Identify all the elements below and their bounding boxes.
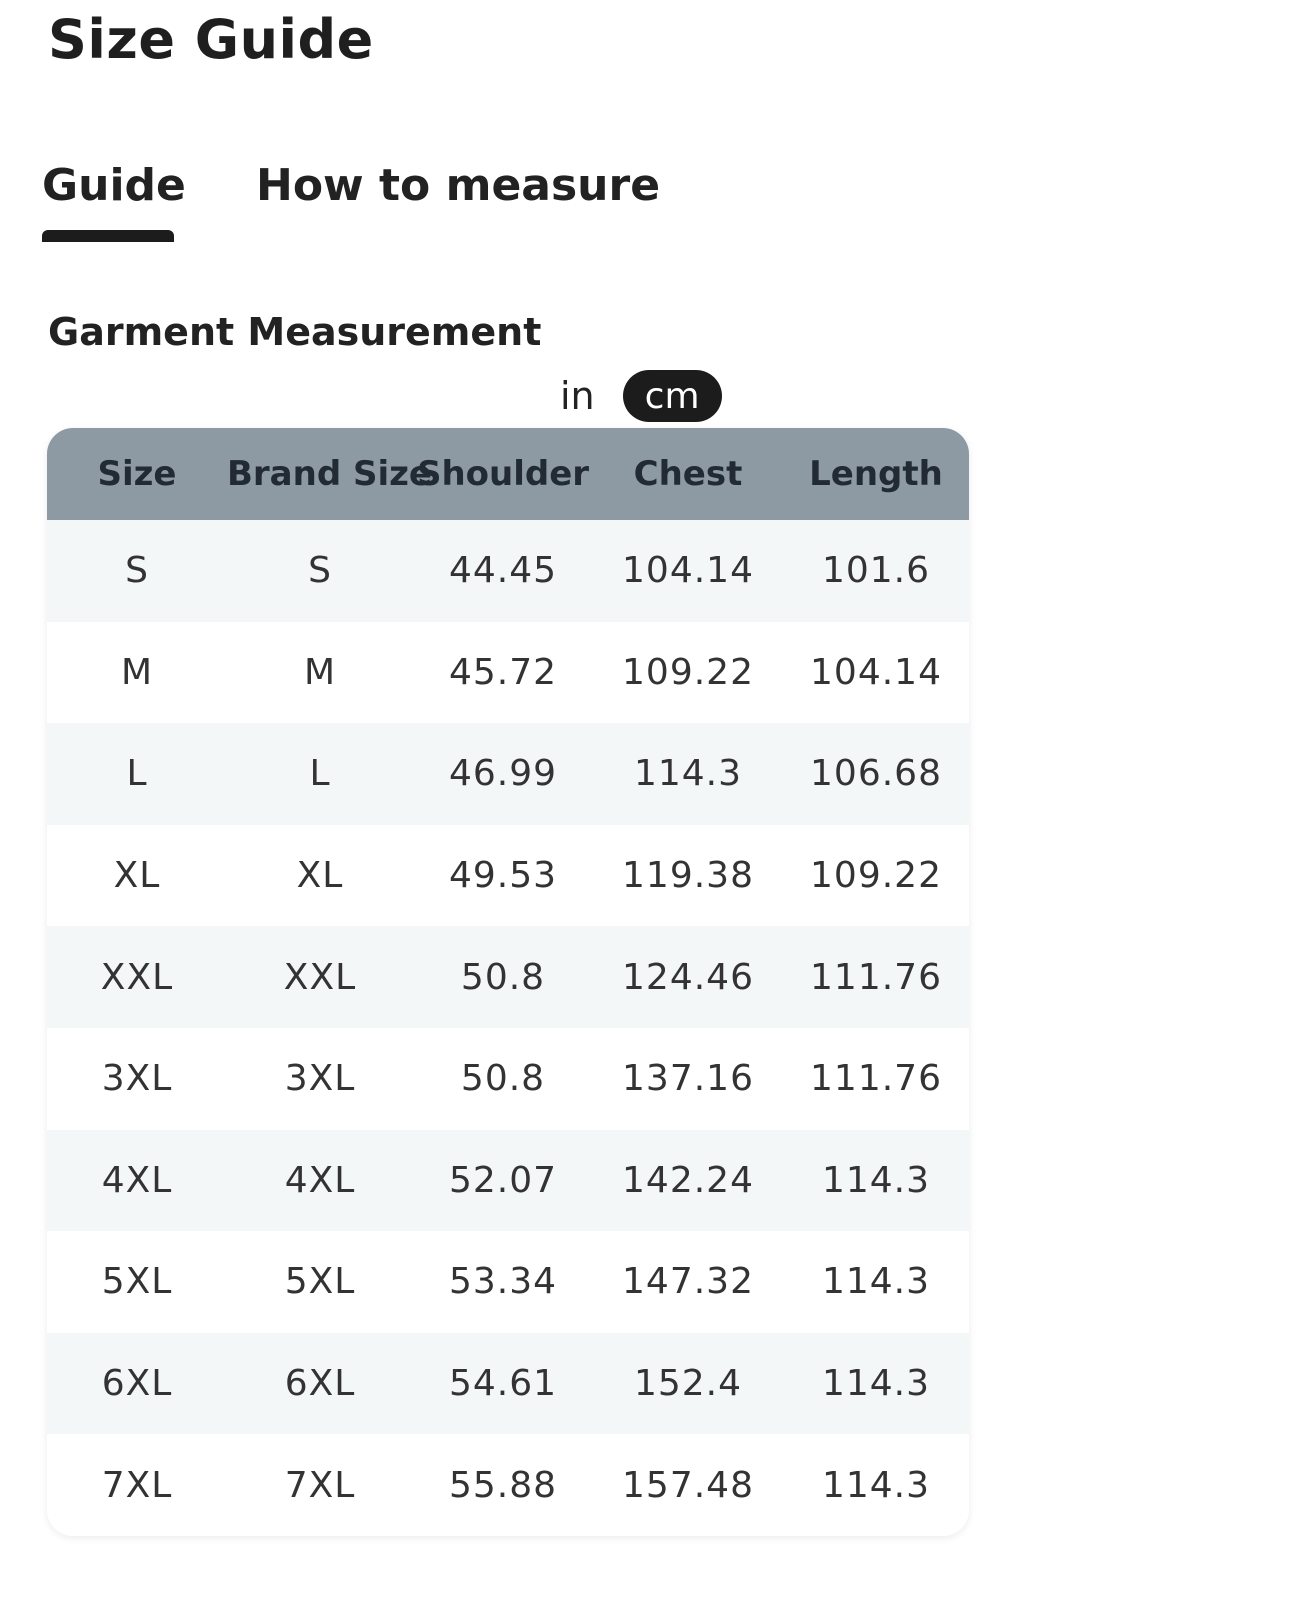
cell-brand-size: XXL	[283, 956, 357, 998]
unit-toggle	[550, 370, 722, 422]
cell-chest: 157.48	[622, 1464, 754, 1506]
cell-length: 114.3	[821, 1261, 931, 1303]
table-row	[47, 1231, 969, 1333]
column-header-chest: Chest	[633, 454, 743, 494]
cell-length: 101.6	[821, 550, 931, 592]
active-tab-indicator	[42, 230, 174, 242]
table-row	[47, 1130, 969, 1232]
table-row	[47, 1028, 969, 1130]
table-row	[47, 723, 969, 825]
cell-brand-size: 7XL	[284, 1464, 356, 1506]
column-header-shoulder: Shoulder	[416, 454, 590, 494]
table-row	[47, 926, 969, 1028]
column-header-brand-size: Brand Size	[227, 454, 432, 494]
cell-shoulder: 46.99	[448, 753, 558, 795]
cell-brand-size: 5XL	[284, 1261, 356, 1303]
cell-size: 5XL	[101, 1261, 173, 1303]
cell-chest: 137.16	[622, 1058, 754, 1100]
cell-chest: 109.22	[622, 651, 754, 693]
column-header-length: Length	[809, 454, 943, 494]
cell-length: 104.14	[810, 651, 942, 693]
cell-brand-size: S	[308, 550, 332, 592]
cell-shoulder: 44.45	[448, 550, 558, 592]
tab-how-to-measure[interactable]: How to measure	[256, 160, 661, 211]
page-title: Size Guide	[48, 8, 374, 71]
cell-chest: 114.3	[633, 753, 743, 795]
section-title: Garment Measurement	[48, 310, 542, 354]
cell-chest: 104.14	[622, 550, 754, 592]
cell-brand-size: XL	[296, 855, 344, 897]
cell-length: 111.76	[810, 1058, 942, 1100]
size-table	[47, 428, 969, 1536]
table-body	[47, 520, 969, 1536]
cell-size: 4XL	[101, 1159, 173, 1201]
cell-shoulder: 50.8	[460, 1058, 546, 1100]
cell-size: XL	[113, 855, 161, 897]
cell-size: 3XL	[101, 1058, 173, 1100]
cell-brand-size: 4XL	[284, 1159, 356, 1201]
cell-size: L	[126, 753, 148, 795]
cell-length: 114.3	[821, 1464, 931, 1506]
unit-option-in[interactable]: in	[560, 374, 595, 418]
cell-length: 109.22	[810, 855, 942, 897]
cell-length: 114.3	[821, 1159, 931, 1201]
cell-chest: 124.46	[622, 956, 754, 998]
cell-size: S	[125, 550, 149, 592]
table-header-row	[47, 428, 969, 520]
tab-guide[interactable]: Guide	[42, 160, 186, 211]
cell-size: 7XL	[101, 1464, 173, 1506]
column-header-size: Size	[97, 454, 177, 494]
table-row	[47, 622, 969, 724]
cell-length: 114.3	[821, 1363, 931, 1405]
cell-chest: 142.24	[622, 1159, 754, 1201]
cell-shoulder: 49.53	[448, 855, 558, 897]
cell-brand-size: 3XL	[284, 1058, 356, 1100]
cell-shoulder: 50.8	[460, 956, 546, 998]
cell-chest: 119.38	[622, 855, 754, 897]
cell-chest: 147.32	[622, 1261, 754, 1303]
table-row	[47, 1333, 969, 1435]
cell-size: XXL	[100, 956, 174, 998]
cell-shoulder: 53.34	[448, 1261, 558, 1303]
cell-shoulder: 52.07	[448, 1159, 558, 1201]
cell-length: 106.68	[810, 753, 942, 795]
table-row	[47, 825, 969, 927]
cell-length: 111.76	[810, 956, 942, 998]
cell-brand-size: M	[303, 651, 337, 693]
cell-shoulder: 45.72	[448, 651, 558, 693]
cell-brand-size: 6XL	[284, 1363, 356, 1405]
cell-size: M	[120, 651, 154, 693]
cell-brand-size: L	[309, 753, 331, 795]
cell-shoulder: 54.61	[448, 1363, 558, 1405]
cell-chest: 152.4	[633, 1363, 743, 1405]
tab-bar	[42, 150, 742, 250]
table-row	[47, 520, 969, 622]
cell-shoulder: 55.88	[448, 1464, 558, 1506]
unit-option-cm[interactable]: cm	[623, 370, 722, 422]
table-row	[47, 1434, 969, 1536]
cell-size: 6XL	[101, 1363, 173, 1405]
